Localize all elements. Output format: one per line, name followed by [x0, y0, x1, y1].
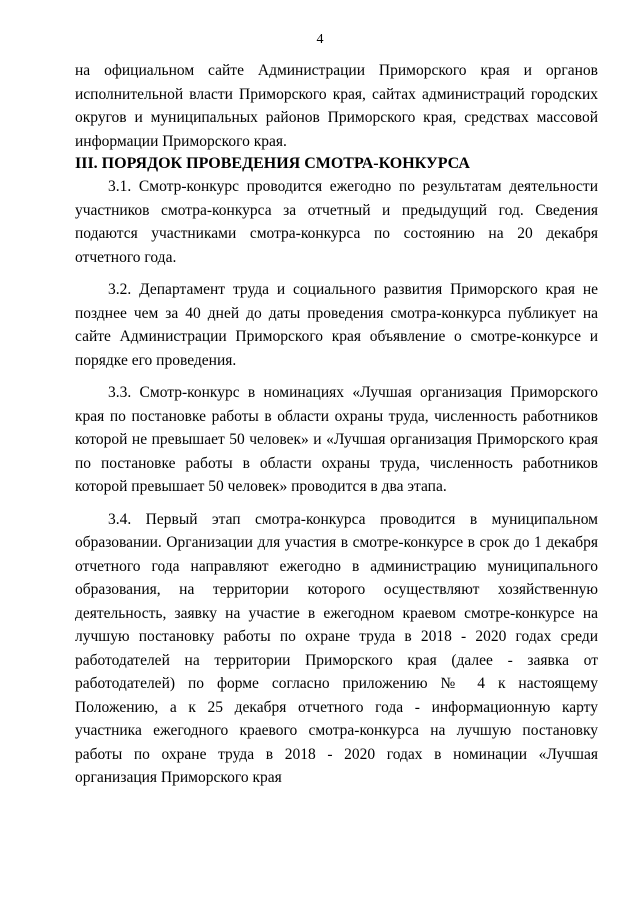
paragraph-3-4: 3.4. Первый этап смотра-конкурса проводится в муниципальном образовании. Организации для участия в смотре-конкурсе в срок до 1 декабря отчетного года направляют ежегодно в администрацию муниципального образования, на территории которого осуществляют хозяйственную деятельность, заявку на участие в ежегодном краевом смотре-конкурсе на лучшую постановку работы по охране труда в 2018 - 2020 годах среди работодателей на территории Приморского края (далее - заявка от работодателей) по форме согласно приложению № 4 к настоящему Положению, а к 25 декабря отчетного года - информационную карту участника ежегодного краевого смотра-конкурса на лучшую постановку работы по охране труда в 2018 - 2020 годах в номинации «Лучшая организация Приморского края [75, 510, 598, 786]
section-heading: III. ПОРЯДОК ПРОВЕДЕНИЯ СМОТРА-КОНКУРСА [75, 155, 470, 172]
paragraph-3-1: 3.1. Смотр-конкурс проводится ежегодно по результатам деятельности участников смотра-конкурса за отчетный и предыдущий год. Сведения подаются участниками смотра-конкурса по состоянию на 20 декабря отчетного года. [75, 178, 598, 266]
page-number: 4 [316, 32, 324, 47]
paragraph-3-2: 3.2. Департамент труда и социального развития Приморского края не позднее чем за 40 дней до даты проведения смотра-конкурса публикует на сайте Администрации Приморского края объявление о смотре-конкурсе и порядке его проведения. [75, 281, 598, 369]
lead-paragraph: на официальном сайте Администрации Приморского края и органов исполнительной власти Приморского края, сайтах администраций городских округов и муниципальных районов Приморского края, средствах массовой информации Приморского края. [75, 62, 598, 150]
document-body [75, 59, 598, 790]
paragraph-3-3: 3.3. Смотр-конкурс в номинациях «Лучшая организация Приморского края по постановке работы в области охраны труда, численность работников которой не превышает 50 человек» и «Лучшая организация Приморского края по постановке работы в области охраны труда, численность работников которой превышает 50 человек» проводится в два этапа. [75, 384, 598, 495]
